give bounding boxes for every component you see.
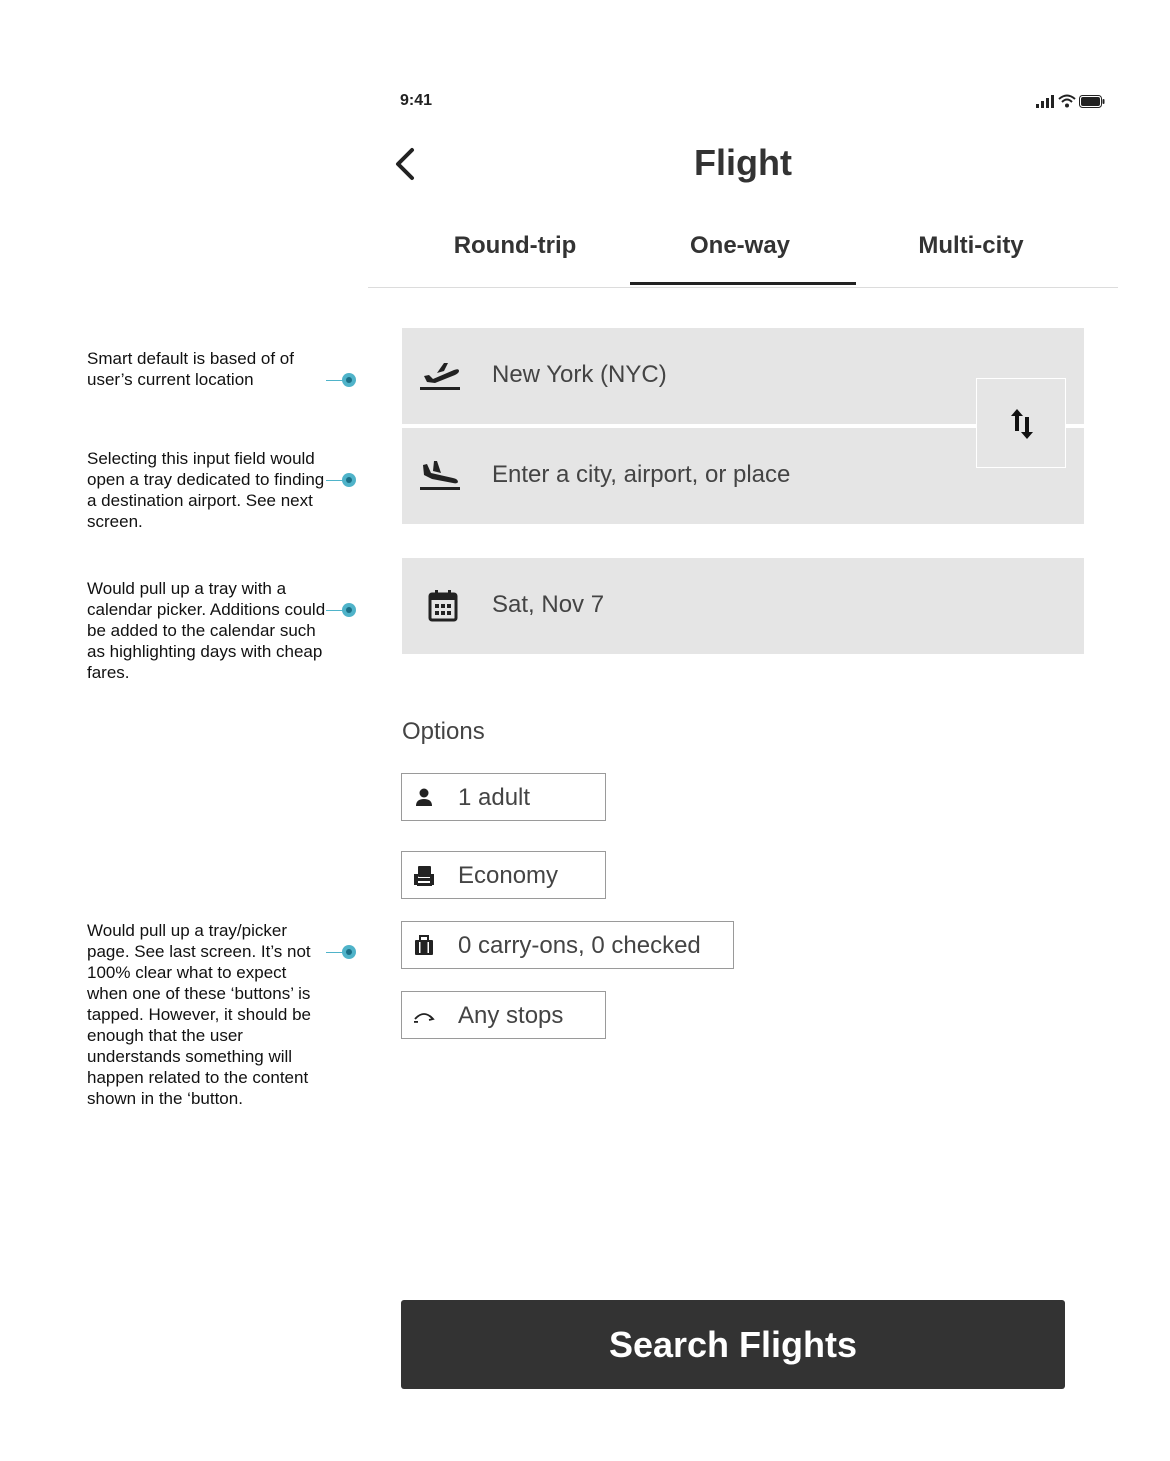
annotation-options: Would pull up a tray/picker page. See last screen. It’s not 100% clear what to expect when one of these ‘buttons’ is tapped. However, it should be enough that the user understands something will happen related to the content shown in the ‘button. — [87, 921, 311, 1108]
options-heading: Options — [402, 718, 485, 745]
annotation-marker — [342, 473, 356, 487]
baggage-label: 0 carry-ons, 0 checked — [458, 932, 701, 959]
person-icon — [413, 787, 435, 809]
origin-value: New York (NYC) — [492, 361, 667, 388]
annotation-marker — [342, 603, 356, 617]
wifi-icon — [1058, 94, 1076, 108]
annotation-marker — [342, 373, 356, 387]
stops-label: Any stops — [458, 1002, 564, 1029]
destination-input: Enter a city, airport, or place — [492, 461, 791, 488]
passengers-label: 1 adult — [458, 784, 531, 811]
swap-arrows-icon — [1010, 407, 1034, 441]
back-chevron-icon[interactable] — [388, 144, 424, 184]
stops-route-icon — [413, 1005, 435, 1027]
tab-round-trip[interactable]: Round-trip — [453, 232, 577, 259]
tab-divider — [368, 287, 1118, 288]
annotation-destination: Selecting this input field would open a tray dedicated to finding a destination airport. See next screen. — [87, 449, 325, 531]
annotation-origin: Smart default is based of of user’s current location — [87, 349, 294, 389]
annotation-date: Would pull up a tray with a calendar picker. Additions could be added to the calendar such as highlighting days with cheap fares. — [87, 579, 326, 682]
signal-icon — [1036, 95, 1056, 108]
stops-button[interactable] — [401, 991, 606, 1039]
passengers-button[interactable] — [401, 773, 606, 821]
page-title: Flight — [694, 142, 792, 183]
date-field[interactable] — [402, 558, 1084, 654]
seat-icon — [413, 865, 435, 887]
status-time: 9:41 — [400, 92, 433, 109]
search-flights-button[interactable]: Search Flights — [401, 1300, 1065, 1389]
annotation-marker — [342, 945, 356, 959]
battery-icon — [1079, 95, 1105, 108]
cabin-class-button[interactable] — [401, 851, 606, 899]
plane-takeoff-icon — [420, 360, 460, 392]
tab-multi-city[interactable]: Multi-city — [918, 232, 1024, 259]
swap-airports-button[interactable] — [976, 378, 1066, 468]
luggage-icon — [413, 935, 435, 957]
calendar-icon — [428, 590, 458, 622]
plane-landing-icon — [420, 460, 460, 492]
tab-one-way[interactable]: One-way — [689, 232, 791, 259]
baggage-button[interactable] — [401, 921, 734, 969]
active-tab-indicator — [630, 282, 856, 285]
date-value: Sat, Nov 7 — [492, 591, 605, 618]
cabin-class-label: Economy — [458, 862, 559, 889]
